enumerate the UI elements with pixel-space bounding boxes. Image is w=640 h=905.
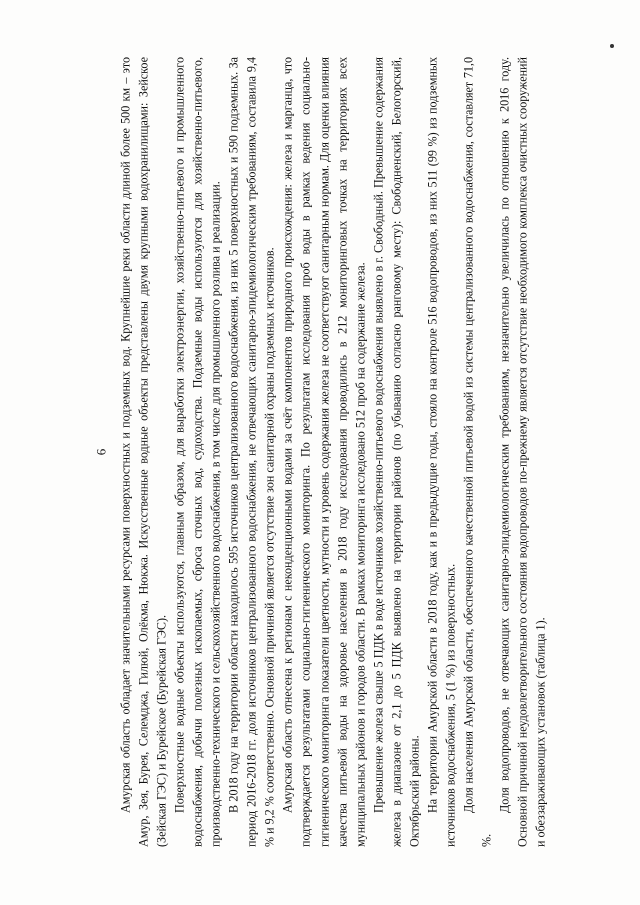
- paragraph: Доля водопроводов, не отвечающих санитарно-эпидемиологическим требованиям, незначительно увеличилась по отношению к 2016 году. Основной причиной неудовлетворительного состояния водопроводов по-прежнему является отсутствие необходимого комплекса очистных сооружений и обеззараживающих установок (таблица 1).: [497, 57, 548, 847]
- paragraph: Превышение железа свыше 5 ПДК в воде источников хозяйственно-питьевого водоснабжения выявлено в г. Свободный. Превышение содержания железа в диапазоне от 2,1 до 5 ПДК выявлено на территории районов (по убыванию согласно ранговому месту): Свободненский, Белогорский, Октябрьский районы.: [371, 57, 422, 847]
- paragraph: На территории Амурской области в 2018 году, как и в предыдущие годы, стояло на контроле 516 водопроводов, из них 511 (99 %) из подземных источников водоснабжения, 5 (1 %) из поверхностных.: [425, 57, 458, 847]
- paragraph: Доля населения Амурской области, обеспеченного качественной питьевой водой из системы централизованного водоснабжения, составляет 71,0 %.: [461, 57, 494, 847]
- page-number: 6: [93, 448, 109, 456]
- rotated-text-block: [90, 57, 549, 847]
- paragraph: В 2018 году на территории области находилось 595 источников централизованного водоснабжения, из них 5 поверхностных и 590 подземных. За период 2016-2018 гг. доля источников централизованного водоснабжения, не отвечающих санитарно-эпидемиологическим требованиям, составила 9,4 % и 9,2 % соответственно. Основной причиной является отсутствие зон санитарной охраны подземных источников.: [226, 57, 277, 847]
- paragraph: Амурская область отнесена к регионам с неконденционными водами за счёт компонентов природного происхождения: железа и марганца, что подтверждается результатами социально-гигиенического мониторинга. По результатам исследования проб воды в рамках ведения социально-гигиенического мониторинга показатели цветности, мутности и уровень содержания железа не соответствуют санитарным нормам. Для оценки влияния качества питьевой воды на здоровье населения в 2018 году исследования проводились в 212 мониторинговых точках на территориях всех муниципальных районов и городов области. В рамках мониторинга исследовано 512 проб на содержание железа.: [280, 57, 368, 847]
- margin-mark: [610, 44, 614, 48]
- paragraph: Амурская область обладает значительными ресурсами поверхностных и подземных вод. Крупнейшие реки области длиной более 500 км – это Амур, Зея, Бурея, Селемджа, Гилюй, Олёкма, Нюкжа. Искусственные водные объекты представлены двумя крупными водохранилищами: Зейское (Зейская ГЭС) и Бурейское (Бурейская ГЭС).: [118, 57, 169, 847]
- paragraph: Поверхностные водные объекты используются, главным образом, для выработки электроэнергии, хозяйственно-питьевого и промышленного водоснабжения, добычи полезных ископаемых, сброса сточных вод, судоходства. Подземные воды используются для хозяйственно-питьевого, производственно-технического и сельскохозяйственного водоснабжения, в том числе для промышленного розлива и реализации.: [172, 57, 223, 847]
- body-text: [116, 57, 549, 847]
